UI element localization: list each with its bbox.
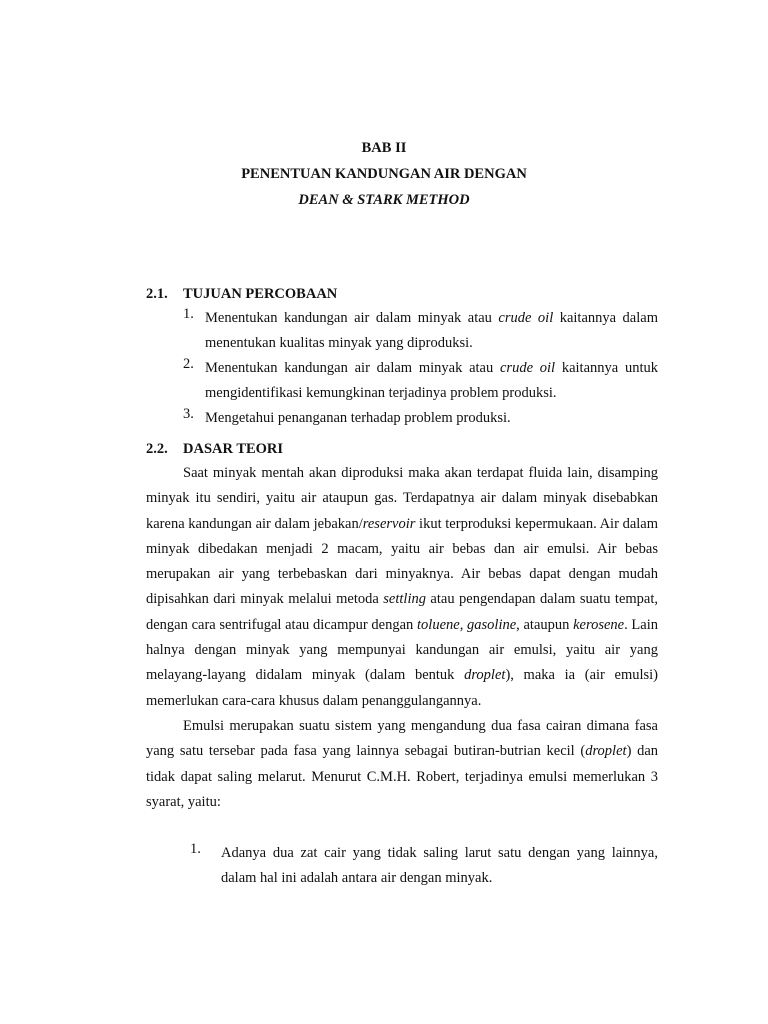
chapter-heading: [0, 135, 768, 213]
paragraph: Emulsi merupakan suatu sistem yang mengandung dua fasa cairan dimana fasa yang satu tersebar pada fasa yang lainnya sebagai butiran-butrian kecil (droplet) dan tidak dapat saling melarut. Menurut C.M.H. Robert, terjadinya emulsi memerlukan 3 syarat, yaitu:: [146, 717, 659, 810]
section-title: DASAR TEORI: [183, 441, 284, 457]
chapter-method: DEAN & STARK METHOD: [298, 192, 470, 208]
list-item: 2. Menentukan kandungan air dalam minyak atau crude oil kaitannya untuk mengidentifikasi kemungkinan terjadinya problem produksi.: [183, 356, 658, 401]
list-item: 3. Mengetahui penanganan terhadap problem produksi.: [183, 406, 511, 426]
list-item: 1. Menentukan kandungan air dalam minyak atau crude oil kaitannya dalam menentukan kualitas minyak yang diproduksi.: [183, 306, 658, 351]
section-dasar-teori: [146, 437, 658, 815]
objective-list: [183, 306, 658, 431]
chapter-title: PENENTUAN KANDUNGAN AIR DENGAN: [241, 166, 527, 182]
section-number: 2.1.: [146, 286, 168, 302]
section-heading: [146, 437, 658, 461]
section-tujuan: [146, 282, 658, 431]
section-title: TUJUAN PERCOBAAN: [183, 286, 338, 302]
section-heading: [146, 282, 658, 306]
paragraph: Saat minyak mentah akan diproduksi maka akan terdapat fluida lain, disamping minyak itu sendiri, yaitu air ataupun gas. Terdapatnya air dalam minyak disebabkan karena kandungan air dalam jebakan/reservoir ikut terproduksi kepermukaan. Air dalam minyak dibedakan menjadi 2 macam, yaitu air bebas dan air emulsi. Air bebas merupakan air yang terbebaskan dari minyaknya. Air bebas dapat dengan mudah dipisahkan dari minyak melalui metoda settling atau pengendapan dalam suatu tempat, dengan cara sentrifugal atau dicampur dengan toluene, gasoline, ataupun kerosene. Lain halnya dengan minyak yang mempunyai kandungan air emulsi, yaitu air yang melayang-layang didalam minyak (dalam bentuk droplet), maka ia (air emulsi) memerlukan cara-cara khusus dalam penanggulangannya.: [146, 465, 659, 709]
condition-list: [190, 841, 658, 891]
chapter-number: BAB II: [361, 140, 407, 156]
list-item: 1. Adanya dua zat cair yang tidak saling larut satu dengan yang lainnya, dalam hal ini adalah antara air dengan minyak.: [190, 841, 658, 886]
section-number: 2.2.: [146, 441, 168, 457]
